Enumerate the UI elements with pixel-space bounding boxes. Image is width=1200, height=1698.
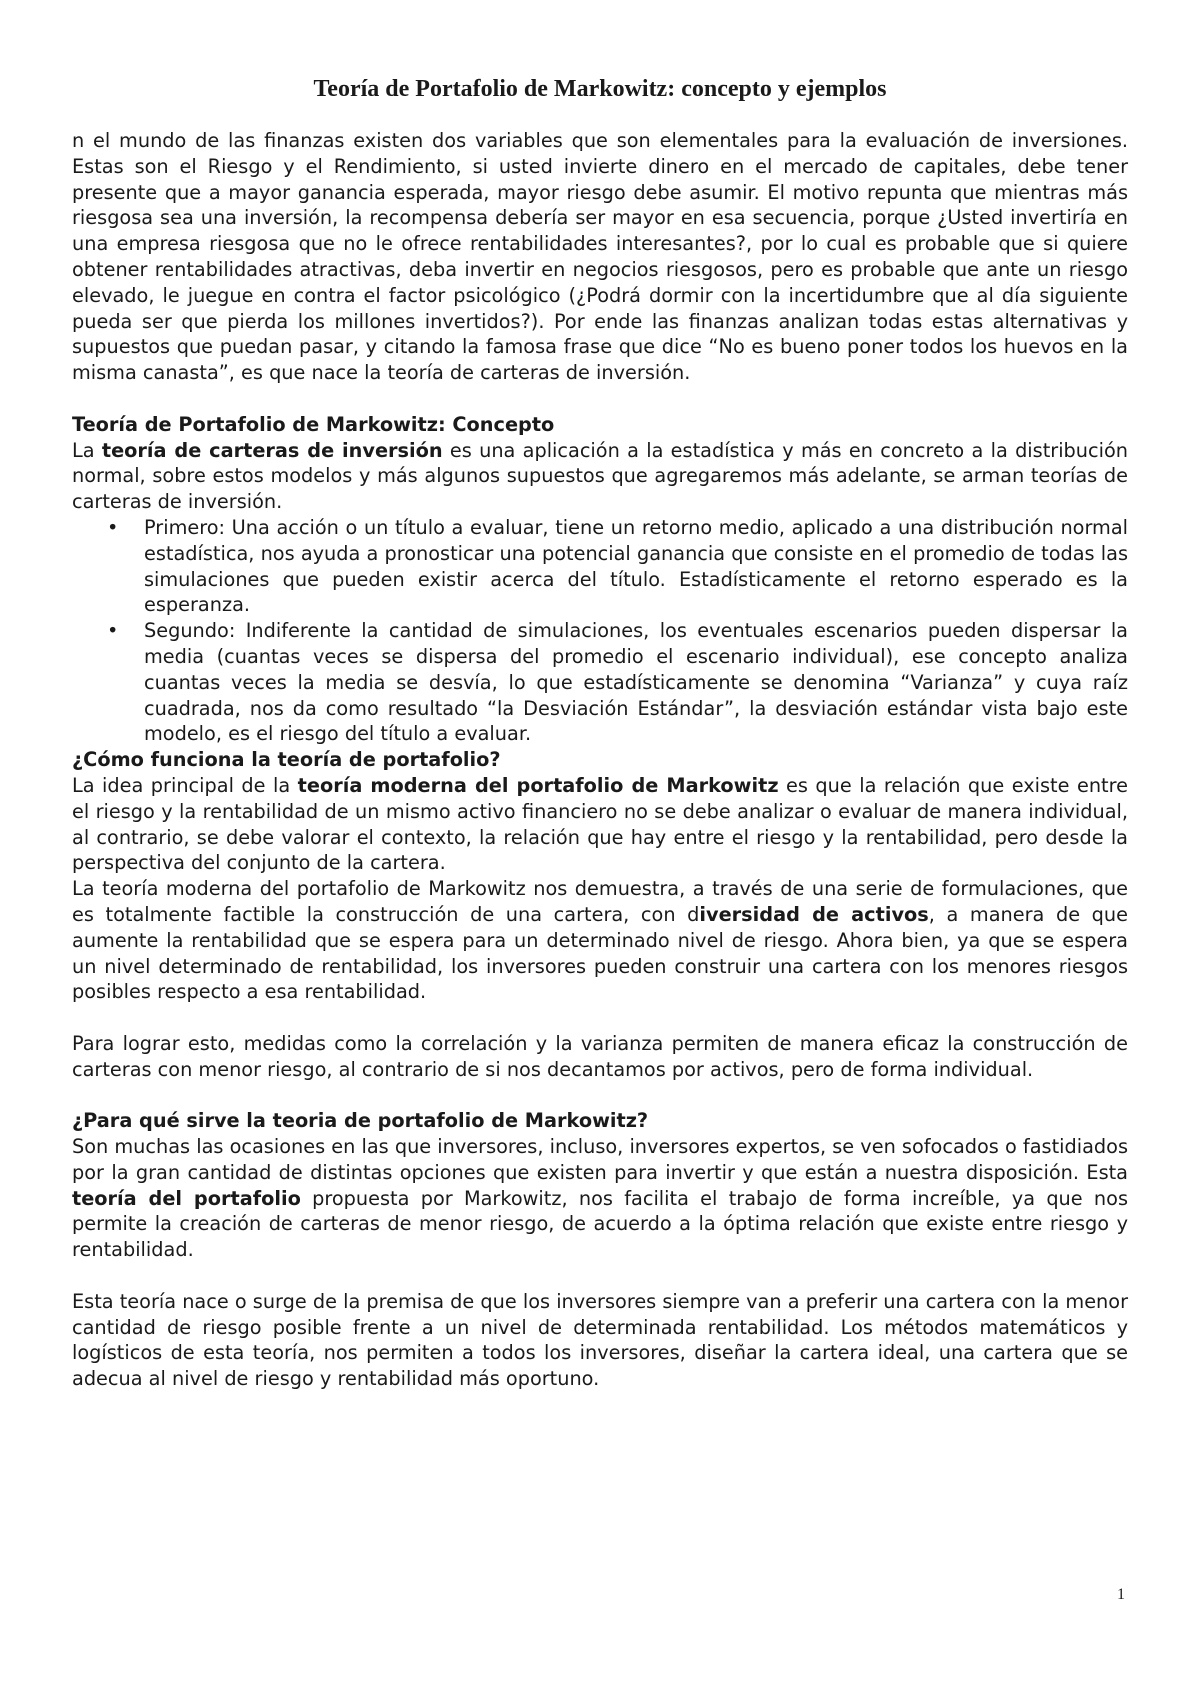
bullet-icon: •: [107, 619, 119, 643]
text-run: La teoría moderna del portafolio de Markowitz nos demuestra, a través de una serie de formulaciones, que es totalmente factible la construcción de una cartera, con d: [72, 877, 1128, 926]
page-number: 1: [1117, 1586, 1125, 1603]
text-run: es una aplicación a la estadística y más en concreto a la distribución normal, sobre estos modelos y más algunos supuestos que agregaremos más adelante, se arman teorías de carteras de inversión.: [72, 438, 1128, 514]
funciona-paragraph-3: Para lograr esto, medidas como la correlación y la varianza permiten de manera eficaz la construcción de carteras con menor riesgo, al contrario de si nos decantamos por activos, pero de forma individual.: [72, 1031, 1128, 1081]
bullet-list: [72, 515, 1128, 747]
bullet-icon: •: [107, 515, 119, 539]
document-body: [72, 128, 1128, 1392]
section-heading-concepto: Teoría de Portafolio de Markowitz: Concepto: [72, 412, 555, 436]
section-heading-sirve: ¿Para qué sirve la teoria de portafolio de Markowitz?: [72, 1109, 649, 1133]
list-item: [107, 618, 1128, 747]
text-run: La: [72, 438, 102, 462]
bold-term: iversidad de activos: [699, 902, 929, 926]
funciona-paragraph-1: [72, 773, 1128, 876]
sirve-paragraph-2: Esta teoría nace o surge de la premisa de que los inversores siempre van a preferir una cartera con la menor cantidad de riesgo posible frente a un nivel de determinada rentabilidad. Los métodos matemáticos y logísticos de esta teoría, nos permiten a todos los inversores, diseñar la cartera ideal, una cartera que se adecua al nivel de riesgo y rentabilidad más oportuno.: [72, 1289, 1128, 1391]
intro-paragraph: n el mundo de las finanzas existen dos variables que son elementales para la evaluación de inversiones. Estas son el Riesgo y el Rendimiento, si usted invierte dinero en el mercado de capitales, debe tener presente que a mayor ganancia esperada, mayor riesgo debe asumir. El motivo repunta que mientras más riesgosa sea una inversión, la recompensa debería ser mayor en esa secuencia, porque ¿Usted invertiría en una empresa riesgosa que no le ofrece rentabilidades interesantes?, por lo cual es probable que si quiere obtener rentabilidades atractivas, deba invertir en negocios riesgosos, pero es probable que ante un riesgo elevado, le juegue en contra el factor psicológico (¿Podrá dormir con la incertidumbre que al día siguiente pueda ser que pierda los millones invertidos?). Por ende las finanzas analizan todas estas alternativas y supuestos que puedan pasar, y citando la famosa frase que dice “No es bueno poner todos los huevos en la misma canasta”, es que nace la teoría de carteras de inversión.: [72, 129, 1128, 385]
list-item-text: Segundo: Indiferente la cantidad de simulaciones, los eventuales escenarios pueden dispersar la media (cuantas veces se dispersa del promedio el escenario individual), ese concepto analiza cuantas veces la media se desvía, lo que estadísticamente se denomina “Varianza” y cuya raíz cuadrada, nos da como resultado “la Desviación Estándar”, la desviación estándar vista bajo este modelo, es el riesgo del título a evaluar.: [144, 619, 1128, 746]
sirve-paragraph-1: [72, 1134, 1128, 1263]
text-run: propuesta por Markowitz, nos facilita el trabajo de forma increíble, ya que nos permite la creación de carteras de menor riesgo, de acuerdo a la óptima relación que existe entre riesgo y rentabilidad.: [72, 1186, 1128, 1262]
text-run: Son muchas las ocasiones en las que inversores, incluso, inversores expertos, se ven sofocados o fastidiados por la gran cantidad de distintas opciones que existen para invertir y que están a nuestra disposición. Esta: [72, 1135, 1128, 1184]
text-run: , a manera de que aumente la rentabilidad que se espera para un determinado nivel de riesgo. Ahora bien, ya que se espera un nivel determinado de rentabilidad, los inversores pueden construir una cartera con los menores riesgos posibles respecto a esa rentabilidad.: [72, 902, 1129, 1004]
funciona-paragraph-2: [72, 876, 1128, 1005]
bold-term: teoría de carteras de inversión: [101, 438, 443, 462]
list-item: [107, 515, 1128, 618]
section-heading-funciona: ¿Cómo funciona la teoría de portafolio?: [72, 748, 501, 772]
text-run: La idea principal de la: [72, 773, 298, 797]
document-title: Teoría de Portafolio de Markowitz: concepto y ejemplos: [313, 76, 887, 102]
bold-term: teoría del portafolio: [72, 1186, 301, 1210]
bold-term: teoría moderna del portafolio de Markowitz: [297, 773, 779, 797]
concepto-paragraph: [72, 438, 1128, 515]
text-run: es que la relación que existe entre el riesgo y la rentabilidad de un mismo activo financiero no se debe analizar o evaluar de manera individual, al contrario, se debe valorar el contexto, la relación que hay entre el riesgo y la rentabilidad, pero desde la perspectiva del conjunto de la cartera.: [72, 773, 1128, 875]
list-item-text: Primero: Una acción o un título a evaluar, tiene un retorno medio, aplicado a una distribución normal estadística, nos ayuda a pronosticar una potencial ganancia que consiste en el promedio de todas las simulaciones que pueden existir acerca del título. Estadísticamente el retorno esperado es la esperanza.: [144, 515, 1128, 617]
